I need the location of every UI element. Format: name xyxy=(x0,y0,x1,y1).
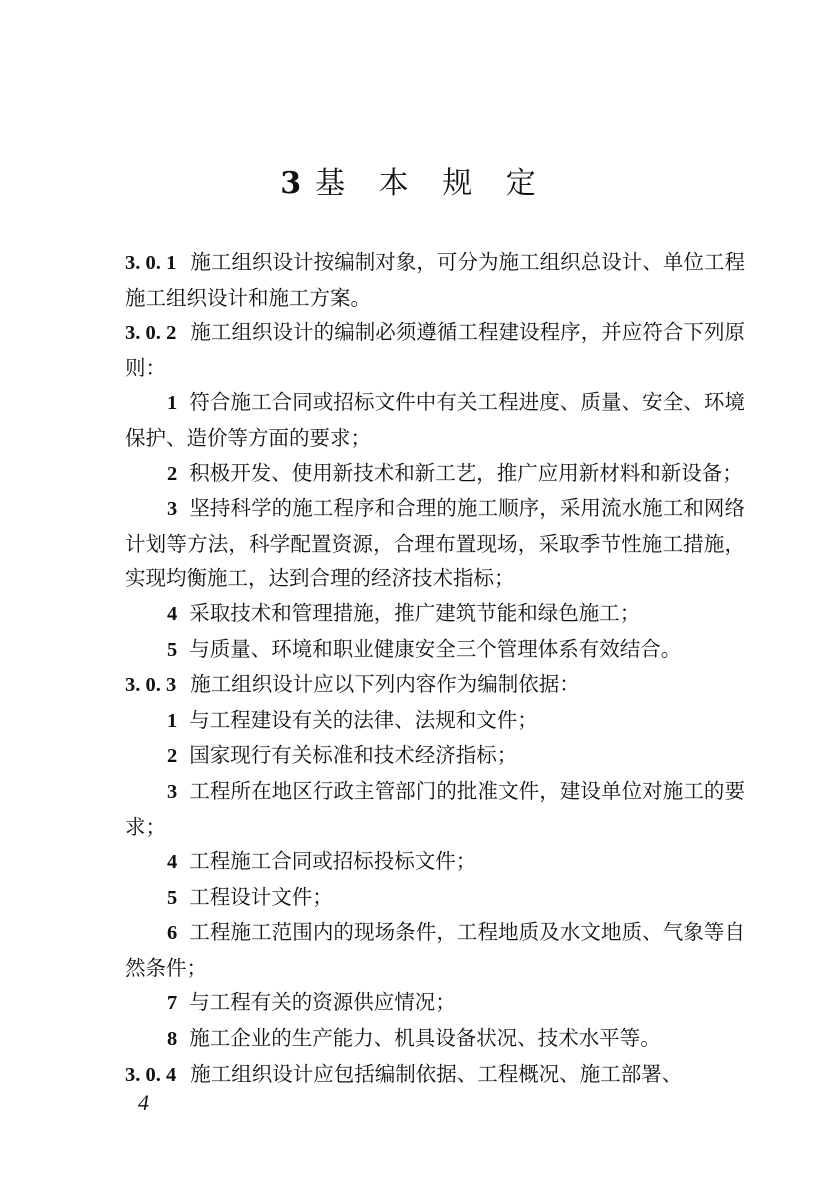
item-text: 采取技术和管理措施，推广建筑节能和绿色施工； xyxy=(189,600,641,625)
basis-item-1 xyxy=(125,703,745,739)
item-number: 1 xyxy=(167,709,178,732)
clause-number: 3. 0. 1 xyxy=(125,252,177,274)
item-number: 3 xyxy=(167,498,178,521)
item-number: 3 xyxy=(167,780,178,803)
item-text: 工程所在地区行政主管部门的批准文件，建设单位对施工的要求； xyxy=(125,778,745,839)
item-text: 工程设计文件； xyxy=(189,884,333,909)
item-text: 施工企业的生产能力、机具设备状况、技术水平等。 xyxy=(189,1026,661,1051)
item-number: 8 xyxy=(167,1028,178,1051)
item-text: 坚持科学的施工程序和合理的施工顺序，采用流水施工和网络计划等方法，科学配置资源，合理布置现场，采取季节性施工措施，实现均衡施工，达到合理的经济技术指标； xyxy=(125,496,745,591)
clause-3-0-4 xyxy=(125,1057,745,1093)
basis-item-2 xyxy=(125,738,745,774)
item-number: 2 xyxy=(167,462,178,485)
item-number: 4 xyxy=(167,602,178,625)
basis-item-7 xyxy=(125,985,745,1021)
basis-item-5 xyxy=(125,880,745,916)
clause-3-0-3 xyxy=(125,667,745,703)
item-number: 5 xyxy=(167,886,178,909)
basis-item-4 xyxy=(125,844,745,880)
basis-item-3 xyxy=(125,774,745,844)
item-text: 与工程有关的资源供应情况； xyxy=(189,990,456,1015)
principle-item-3 xyxy=(125,491,745,596)
clause-text: 施工组织设计应以下列内容作为编制依据： xyxy=(190,672,580,697)
item-text: 符合施工合同或招标文件中有关工程进度、质量、安全、环境保护、造价等方面的要求； xyxy=(125,390,745,450)
principle-item-2 xyxy=(125,456,745,492)
item-text: 积极开发、使用新技术和新工艺，推广应用新材料和新设备； xyxy=(189,460,743,485)
clause-3-0-2 xyxy=(125,315,745,385)
item-text: 与质量、环境和职业健康安全三个管理体系有效结合。 xyxy=(189,636,682,661)
principle-item-4 xyxy=(125,596,745,632)
item-number: 4 xyxy=(167,851,178,874)
basis-item-6 xyxy=(125,915,745,985)
principle-item-5 xyxy=(125,632,745,668)
basis-item-8 xyxy=(125,1021,745,1057)
clause-text: 施工组织设计应包括编制依据、工程概况、施工部署、 xyxy=(190,1061,683,1086)
clause-3-0-1 xyxy=(125,245,745,315)
principle-item-1 xyxy=(125,385,745,455)
clause-text: 施工组织设计的编制必须遵循工程建设程序，并应符合下列原则： xyxy=(125,320,746,380)
chapter-title xyxy=(0,158,828,202)
clause-number: 3. 0. 3 xyxy=(125,674,177,697)
chapter-title-text: 基 本 规 定 xyxy=(315,166,548,201)
item-text: 工程施工合同或招标投标文件； xyxy=(189,849,477,874)
body-text xyxy=(125,245,745,1092)
clause-number: 3. 0. 4 xyxy=(125,1063,177,1086)
item-number: 7 xyxy=(167,992,178,1015)
item-number: 6 xyxy=(167,922,178,945)
item-number: 2 xyxy=(167,745,178,768)
clause-number: 3. 0. 2 xyxy=(125,322,177,345)
item-text: 国家现行有关标准和技术经济指标； xyxy=(189,743,518,768)
item-number: 1 xyxy=(167,392,178,415)
page-number: 4 xyxy=(138,1090,149,1115)
clause-text: 施工组织设计按编制对象，可分为施工组织总设计、单位工程施工组织设计和施工方案。 xyxy=(125,250,746,310)
item-text: 与工程建设有关的法律、法规和文件； xyxy=(189,707,538,732)
chapter-number: 3 xyxy=(280,166,302,201)
item-number: 5 xyxy=(167,638,178,661)
item-text: 工程施工范围内的现场条件，工程地质及水文地质、气象等自然条件； xyxy=(125,920,745,980)
